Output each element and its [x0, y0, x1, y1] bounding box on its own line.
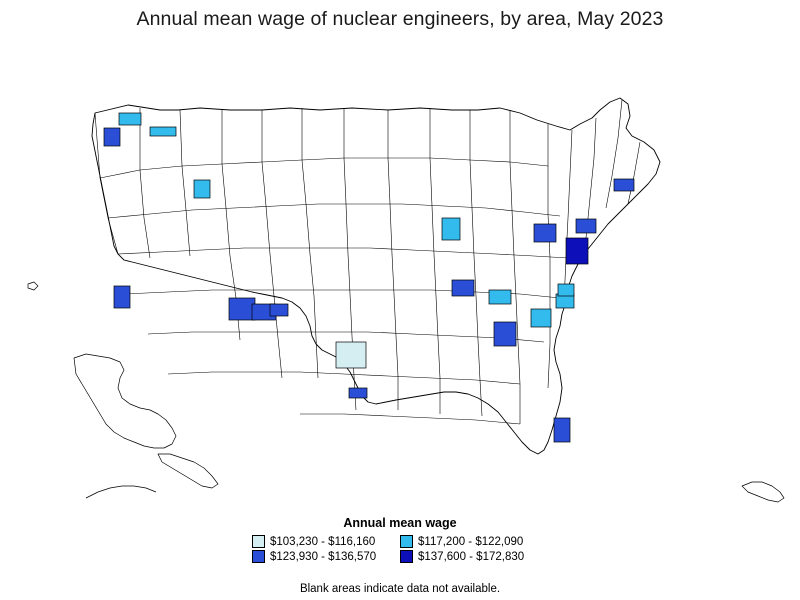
legend-swatch-0 — [252, 535, 265, 548]
area-puget-sound — [104, 128, 120, 146]
area-northeast-washington — [150, 127, 176, 136]
legend-swatch-2 — [252, 550, 265, 563]
area-mid-atlantic — [566, 238, 588, 264]
area-new-mexico-a — [229, 298, 255, 320]
area-new-england — [614, 179, 634, 191]
legend-label-0: $103,230 - $116,160 — [270, 535, 376, 548]
us-map — [0, 58, 800, 508]
puerto-rico-outline — [28, 282, 38, 290]
legend-row — [252, 550, 548, 563]
legend-swatch-1 — [400, 535, 413, 548]
area-georgia — [531, 309, 551, 327]
contiguous-us-outline — [92, 98, 660, 454]
legend-item-2 — [252, 550, 400, 563]
area-eastern-idaho — [194, 180, 210, 198]
legend-item-1 — [400, 535, 548, 548]
area-north-carolina — [558, 284, 574, 296]
area-southern-nevada — [114, 286, 130, 308]
legend-label-1: $117,200 - $122,090 — [418, 535, 524, 548]
legend-item-0 — [252, 535, 400, 548]
alaska-outline — [74, 354, 176, 448]
area-tennessee — [489, 290, 511, 304]
hawaii-outline — [742, 482, 784, 502]
legend-row — [252, 535, 548, 548]
area-houston — [349, 388, 367, 398]
legend-item-3 — [400, 550, 548, 563]
legend-title: Annual mean wage — [343, 516, 457, 530]
area-pennsylvania — [576, 219, 596, 233]
alaska-aleutians — [86, 486, 156, 498]
map-legend — [0, 516, 800, 568]
area-texas-gulf-coast — [336, 342, 366, 368]
legend-label-2: $123,930 - $136,570 — [270, 550, 377, 563]
map-base-layer — [28, 98, 784, 502]
area-northwest-washington — [119, 113, 141, 125]
area-new-mexico-c — [270, 304, 288, 316]
legend-swatch-3 — [400, 550, 413, 563]
area-missouri — [452, 280, 474, 296]
area-alabama — [494, 322, 516, 346]
legend-note: Blank areas indicate data not available. — [299, 583, 501, 595]
area-southeast-florida — [554, 418, 570, 442]
legend-label-3: $137,600 - $172,830 — [418, 550, 525, 563]
area-virginia — [534, 224, 556, 242]
alaska-islands — [158, 454, 218, 488]
legend-items — [252, 535, 548, 565]
area-illinois — [442, 218, 460, 240]
page-title: Annual mean wage of nuclear engineers, by area, May 2023 — [136, 8, 664, 30]
